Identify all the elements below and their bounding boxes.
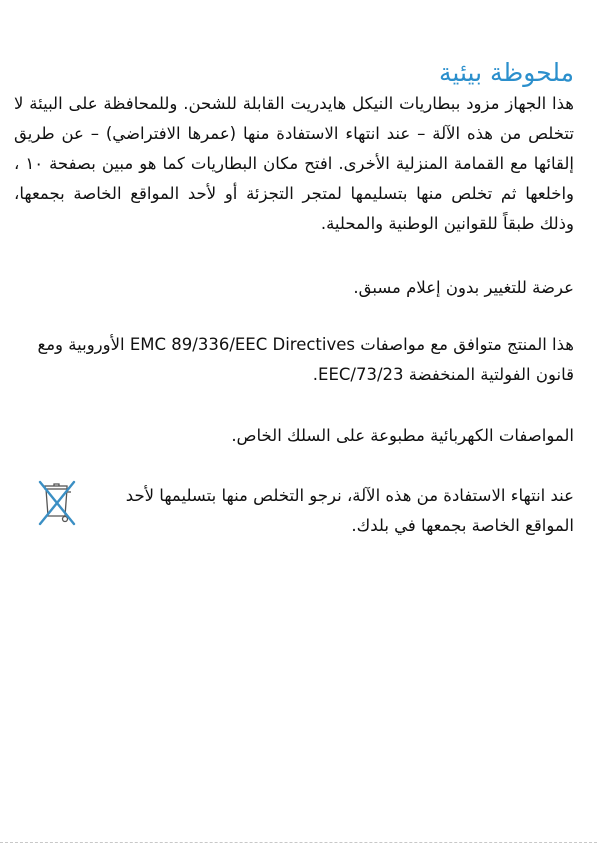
page-bottom-divider: [0, 842, 597, 843]
page-title: ملحوظة بيئية: [439, 58, 574, 87]
electrical-specs-paragraph: المواصفات الكهربائية مطبوعة على السلك الخاص.: [231, 426, 574, 445]
directives-suffix: الأوروبية ومع قانون الفولتية المنخفضة 73/23/EEC.: [37, 335, 574, 384]
crossed-out-wheelie-bin-icon: [34, 478, 80, 532]
directives-prefix: هذا المنتج متوافق مع مواصفات: [360, 335, 574, 354]
disposal-paragraph: عند انتهاء الاستفادة من هذه الآلة، نرجو التخلص منها بتسليمها لأحد المواقع الخاصة بجمعها في بلدك.: [125, 486, 574, 535]
battery-disposal-paragraph: هذا الجهاز مزود ببطاريات النيكل هايدريت القابلة للشحن. وللمحافظة على البيئة لا تتخلص من هذه الآلة – عند انتهاء الاستفادة منها (عمرها الافتراضي) – عن طريق إلقائها مع القمامة المنزلية الأخرى. افتح مكان البطاريات كما هو مبين بصفحة ١٠ ، واخلعها ثم تخلص منها بتسليمها لمتجر التجزئة أو لأحد المواقع الخاصة بجمعها، وذلك طبقاً للقوانين الوطنية والمحلية.: [14, 94, 574, 233]
subject-to-change-paragraph: عرضة للتغيير بدون إعلام مسبق.: [353, 278, 574, 297]
directives-code: EMC 89/336/EEC Directives: [129, 335, 355, 354]
directives-paragraph: [14, 330, 574, 390]
